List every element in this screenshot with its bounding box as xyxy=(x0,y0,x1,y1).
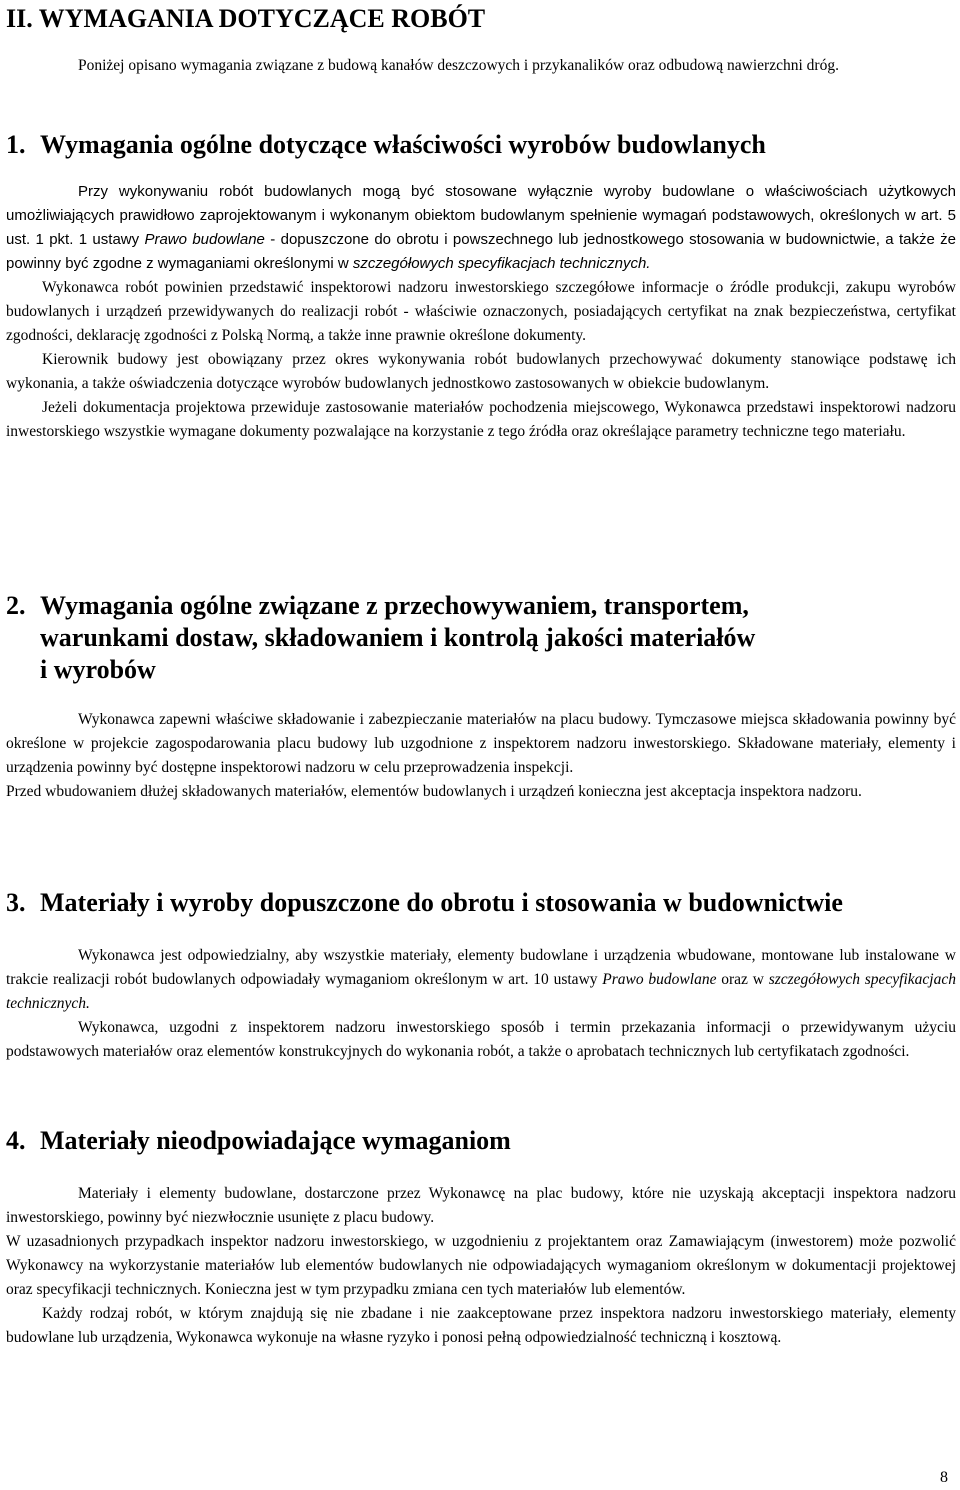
section-1-paragraph-2: Wykonawca robót powinien przedstawić inspektorowi nadzoru inwestorskiego szczegółowe informacje o źródle produkcji, zakupu wyrobów budowlanych i urządzeń przewidywanych do realizacji robót - właściwie oznaczonych, posiadających certyfikat na znak bezpieczeństwa, certyfikat zgodności, deklarację zgodności z Polską Normą, a także inne prawnie określone dokumenty. xyxy=(6,279,956,344)
section-3-p1-spec-ref: szczegółowych specyfikacjach technicznych. xyxy=(6,971,956,1012)
section-2-heading xyxy=(6,590,755,686)
section-1-paragraph-1 xyxy=(6,180,956,276)
section-4-number: 4. xyxy=(6,1126,26,1155)
section-1-p1-text-a: Przy wykonywaniu robót budowlanych mogą być stosowane wyłącznie wyroby budowlane o właściwościach użytkowych umożliwiających prawidłowo zaprojektowanym i wykonanym obiektom budowlanym spełnienie wymagań podstawowych, określonych w art. 5 ust. 1 pkt. 1 ustawy xyxy=(6,183,956,248)
section-2-body xyxy=(6,708,956,804)
intro-paragraph: Poniżej opisano wymagania związane z budową kanałów deszczowych i przykanalików oraz odbudową nawierzchni dróg. xyxy=(78,57,839,74)
section-3-p1-text-a: Wykonawca jest odpowiedzialny, aby wszystkie materiały, elementy budowlane i urządzenia wbudowane, montowane lub instalowane w trakcie realizacji robót budowlanych odpowiadały wymaganiom określonym w art. 10 ustawy xyxy=(6,947,956,988)
section-3-paragraph-1 xyxy=(6,944,956,1016)
section-1-body xyxy=(6,180,956,444)
section-3-heading xyxy=(6,886,843,920)
section-4-body xyxy=(6,1182,956,1350)
section-2-title-line-3: i wyrobów xyxy=(40,655,156,684)
section-1-paragraph-4: Jeżeli dokumentacja projektowa przewiduje zastosowanie materiałów pochodzenia miejscowego, Wykonawca przedstawi inspektorowi nadzoru inwestorskiego wszystkie wymagane dokumenty pozwalające na korzystanie z tego źródła oraz określające parametry techniczne tego materiału. xyxy=(6,399,956,440)
section-3-paragraph-2: Wykonawca, uzgodni z inspektorem nadzoru inwestorskiego sposób i termin przekazania informacji o przewidywanym użyciu podstawowych materiałów oraz elementów konstrukcyjnych do wykonania robót, a także o aprobatach technicznych lub certyfikatach zgodności. xyxy=(6,1019,956,1060)
section-3-body xyxy=(6,944,956,1064)
section-4-paragraph-1: Materiały i elementy budowlane, dostarczone przez Wykonawcę na plac budowy, które nie uzyskają akceptacji inspektora nadzoru inwestorskiego, powinny być niezwłocznie usunięte z placu budowy. xyxy=(6,1185,956,1226)
section-3-title: Materiały i wyroby dopuszczone do obrotu i stosowania w budownictwie xyxy=(40,888,843,917)
section-1-title: Wymagania ogólne dotyczące właściwości wyrobów budowlanych xyxy=(40,130,766,159)
section-4-title: Materiały nieodpowiadające wymaganiom xyxy=(40,1126,511,1155)
section-4-paragraph-3: Każdy rodzaj robót, w którym znajdują się nie zbadane i nie zaakceptowane przez inspektora nadzoru inwestorskiego materiały, elementy budowlane lub urządzenia, Wykonawca wykonuje na własne ryzyko i ponosi pełną odpowiedzialność techniczną i kosztową. xyxy=(6,1305,956,1346)
section-4-paragraph-2: W uzasadnionych przypadkach inspektor nadzoru inwestorskiego, w uzgodnieniu z projektantem oraz Zamawiającym (inwestorem) może pozwolić Wykonawcy na wykorzystanie materiałów lub elementów budowlanych nie odpowiadających wymaganiom określonym w dokumentacji projektowej oraz specyfikacji technicznych. Konieczna jest w tym przypadku zmiana cen tych materiałów lub elementów. xyxy=(6,1233,956,1298)
section-3-number: 3. xyxy=(6,888,26,917)
section-1-heading xyxy=(6,128,766,162)
chapter-title: II. WYMAGANIA DOTYCZĄCE ROBÓT xyxy=(6,4,486,33)
section-2-title-line-1: Wymagania ogólne związane z przechowywaniem, transportem, xyxy=(40,591,749,620)
section-2-paragraph-1: Wykonawca zapewni właściwe składowanie i zabezpieczanie materiałów na placu budowy. Tymczasowe miejsca składowania powinny być określone w projekcie zagospodarowania placu budowy lub uzgodnione z inspektorem nadzoru inwestorskiego. Składowane materiały, elementy i urządzenia powinny być dostępne inspektorowi nadzoru w celu przeprowadzenia inspekcji. xyxy=(6,711,956,776)
section-4-heading xyxy=(6,1124,511,1158)
section-1-number: 1. xyxy=(6,130,26,159)
section-2-number: 2. xyxy=(6,591,26,620)
section-1-p1-text-c: - dopuszczone do obrotu i powszechnego lub jednostkowego stosowania w budownictwie, a także że powinny być zgodne z wymaganiami określonymi w xyxy=(6,231,957,272)
section-1-p1-spec-ref: szczegółowych specyfikacjach technicznych. xyxy=(352,255,651,272)
section-1-paragraph-3: Kierownik budowy jest obowiązany przez okres wykonywania robót budowlanych przechowywać dokumenty stanowiące podstawę ich wykonania, a także oświadczenia dotyczące wyrobów budowlanych jednostkowo zastosowanych w obiekcie budowlanym. xyxy=(6,351,956,392)
section-2-paragraph-2: Przed wbudowaniem dłużej składowanych materiałów, elementów budowlanych i urządzeń konieczna jest akceptacja inspektora nadzoru. xyxy=(6,783,862,800)
section-2-title-line-2: warunkami dostaw, składowaniem i kontrolą jakości materiałów xyxy=(40,623,756,652)
section-1-p1-law-name: Prawo budowlane xyxy=(144,231,265,248)
section-3-p1-text-c: oraz w xyxy=(716,971,769,988)
section-3-p1-law-name: Prawo budowlane xyxy=(602,971,717,988)
page-number: 8 xyxy=(940,1469,948,1486)
